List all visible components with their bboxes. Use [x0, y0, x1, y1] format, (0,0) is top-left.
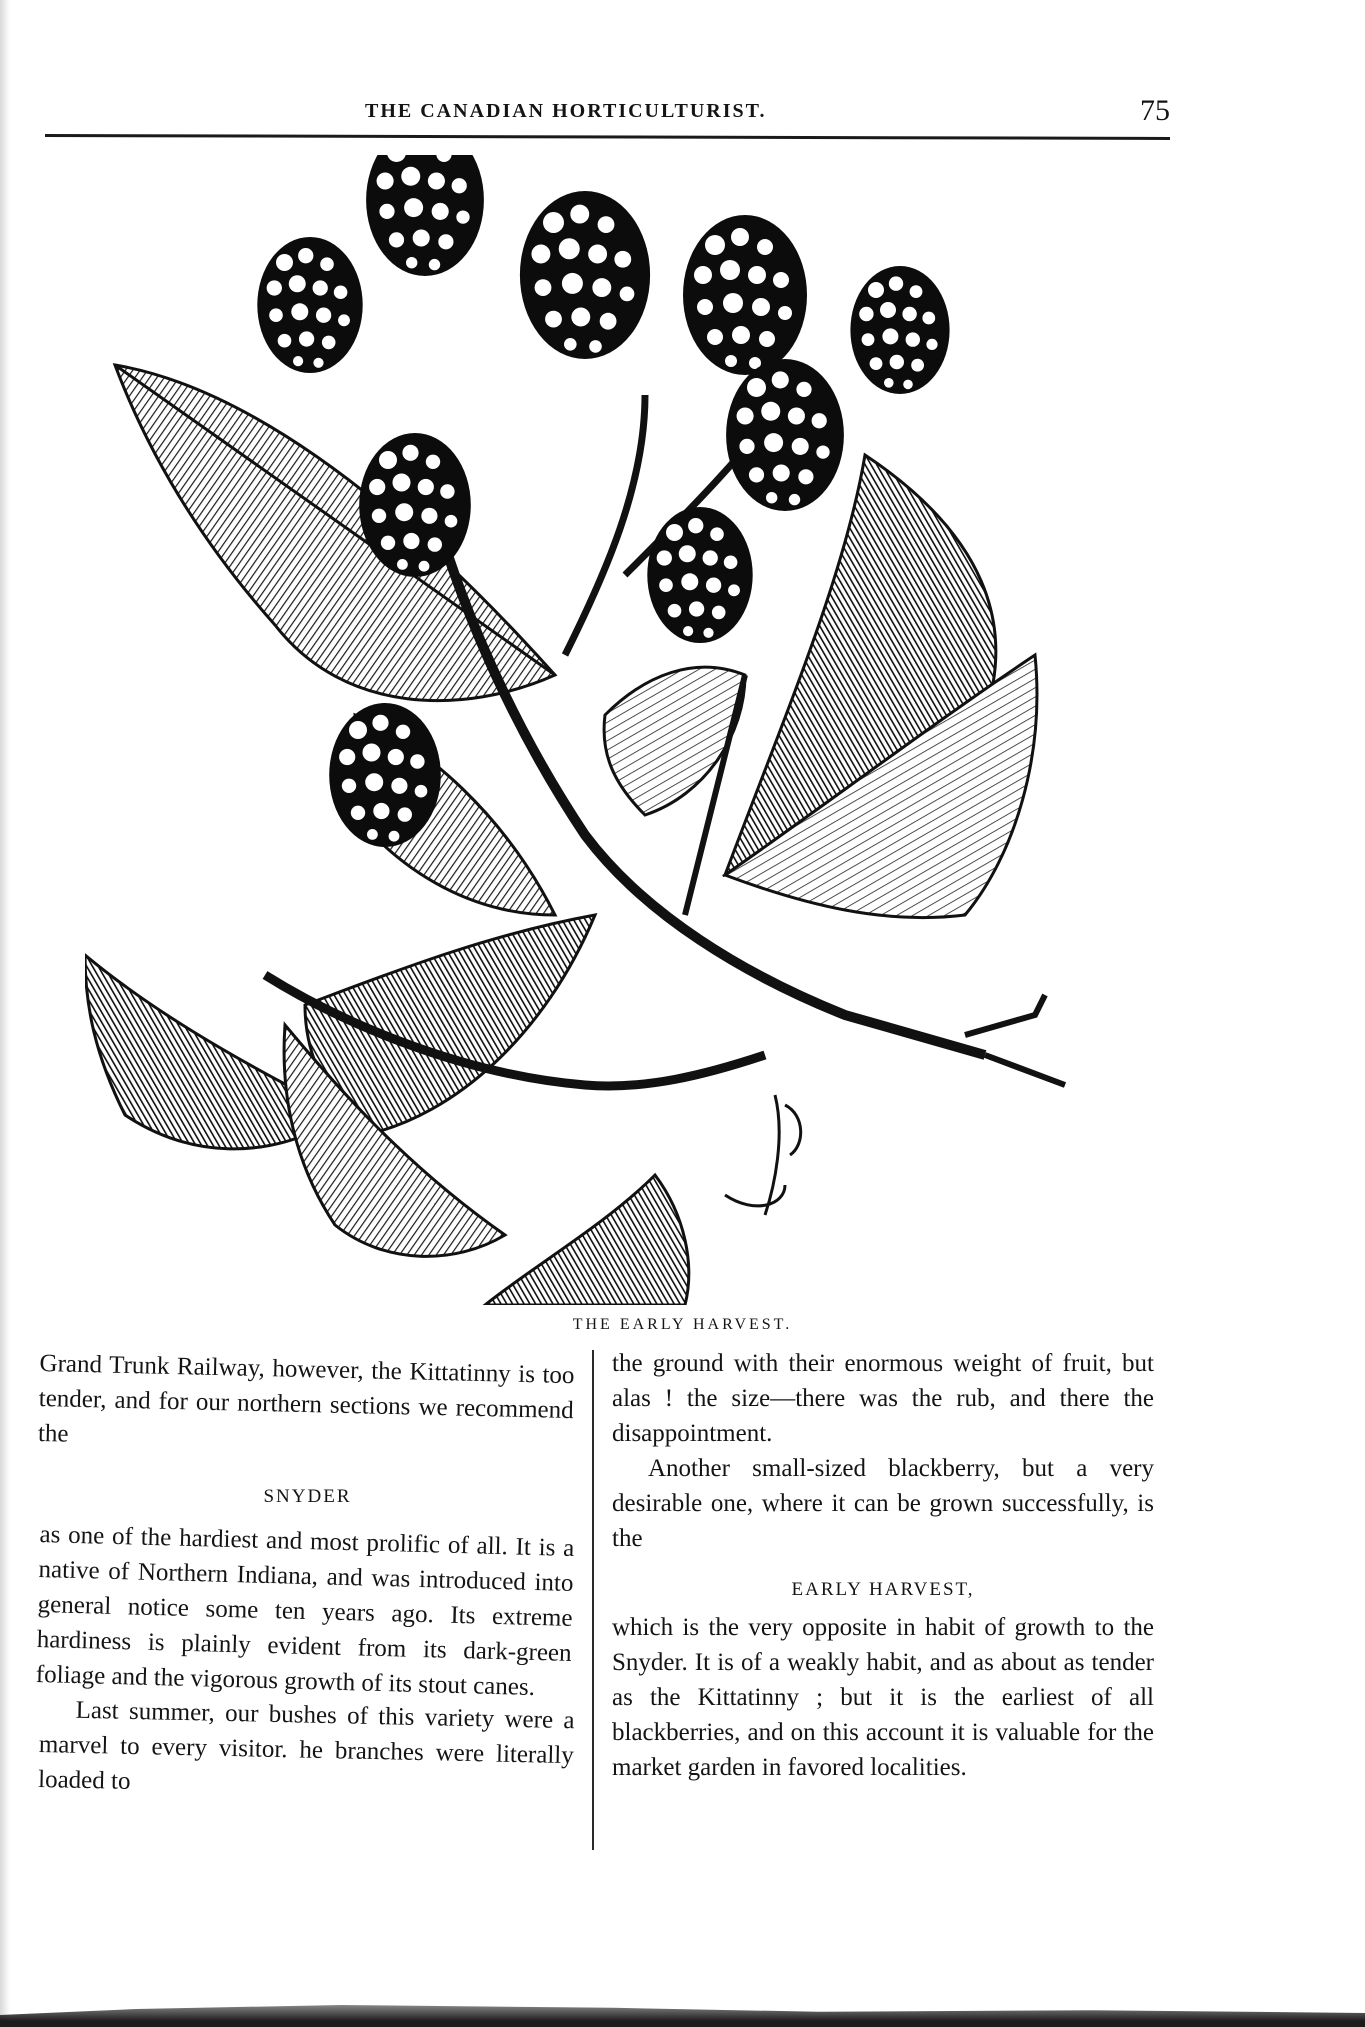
page-edge-shadow [0, 0, 10, 2027]
running-title: THE CANADIAN HORTICULTURIST. [365, 100, 767, 122]
left-paragraph-3: Last summer, our bushes of this variety were a marvel to every visitor. he branches were literally loaded to [37, 1696, 575, 1795]
left-paragraph-2: as one of the hardiest and most prolific of all. It is a native of Northern Indiana, and was introduced into general notice some ten years ago. Its extreme hardiness is plainly evident from its dark-green foliage and the vigorous growth of its stout canes. [35, 1520, 575, 1702]
right-paragraph-2: Another small-sized blackberry, but a very desirable one, where it can be grown successfully, is the [612, 1455, 1154, 1552]
left-column [35, 1346, 575, 1797]
right-paragraph-1: the ground with their enormous weight of fruit, but alas ! the size—there was the rub, and there the disappointment. [612, 1350, 1154, 1447]
blackberry-engraving [85, 155, 1125, 1305]
figure-caption: THE EARLY HARVEST. [572, 1316, 793, 1333]
left-paragraph-1: Grand Trunk Railway, however, the Kittatinny is too tender, and for our northern sections we recommend the [37, 1349, 575, 1448]
page-number: 75 [1140, 94, 1170, 127]
page-header [45, 96, 1170, 136]
page-bottom-shadow [0, 1987, 1365, 2027]
header-rule [45, 134, 1170, 140]
early-harvest-heading: EARLY HARVEST, [791, 1579, 975, 1600]
snyder-heading: SNYDER [263, 1486, 352, 1507]
column-divider [592, 1350, 594, 1850]
right-column [612, 1346, 1154, 1785]
right-paragraph-3: which is the very opposite in habit of growth to the Snyder. It is of a weakly habit, and as about as tender as the Kittatinny ; but it is the earliest of all blackberries, and on this account it is valuable for the market garden in favored localities. [612, 1614, 1154, 1781]
